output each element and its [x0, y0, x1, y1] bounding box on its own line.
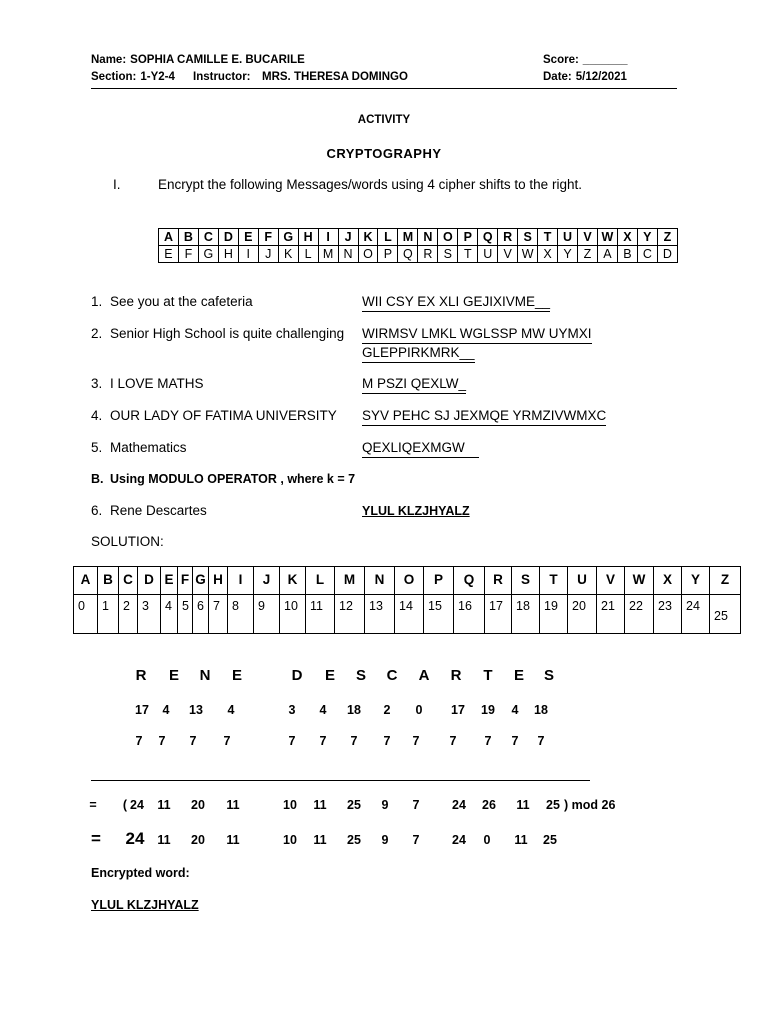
item-number: 2.: [91, 326, 103, 341]
plaintext-letter: E: [231, 667, 243, 684]
cipher-shifted-cell: L: [298, 246, 318, 263]
sum-value: 20: [191, 798, 205, 812]
alphabet-table-body: [74, 567, 741, 634]
key-value: 7: [135, 734, 143, 748]
result-value: 25: [543, 833, 557, 847]
letter-index: 0: [415, 703, 423, 717]
plaintext-letter: A: [418, 667, 430, 684]
student-name: SOPHIA CAMILLE E. BUCARILE: [130, 54, 305, 66]
cipher-shifted-row: [159, 246, 678, 263]
cipher-shifted-cell: K: [278, 246, 298, 263]
key-value: 7: [223, 734, 231, 748]
letter-index: 18: [347, 703, 361, 717]
item-prompt: Rene Descartes: [110, 503, 207, 518]
sum-value: 11: [226, 798, 240, 812]
alphabet-letter-cell: I: [228, 567, 254, 595]
plaintext-letter: N: [199, 667, 211, 684]
item-number: 5.: [91, 440, 103, 455]
score-blank: _______: [582, 54, 628, 66]
cipher-shifted-cell: W: [518, 246, 538, 263]
key-value: 7: [189, 734, 197, 748]
section-value: 1-Y2-4: [140, 71, 175, 83]
key-value: 7: [511, 734, 519, 748]
page-subtitle: CRYPTOGRAPHY: [326, 146, 442, 161]
alphabet-letter-cell: Q: [454, 567, 485, 595]
alphabet-letter-cell: B: [98, 567, 119, 595]
result-value: 25: [347, 833, 361, 847]
cipher-shifted-cell: D: [657, 246, 677, 263]
alphabet-letter-cell: Y: [682, 567, 710, 595]
item-answer: YLUL KLZJHYALZ: [362, 504, 470, 518]
part-two-heading-text: Using MODULO OPERATOR , where k = 7: [110, 472, 356, 486]
result-value: 24: [452, 833, 466, 847]
item-answer: QEXLIQEXMGW: [362, 441, 479, 458]
cipher-plain-cell: D: [218, 229, 238, 246]
plaintext-letter: E: [513, 667, 525, 684]
key-value: 7: [484, 734, 492, 748]
instructor-label: Instructor:: [193, 71, 251, 83]
alphabet-index-cell: 13: [365, 595, 395, 634]
cipher-shifted-cell: A: [597, 246, 617, 263]
alphabet-index-cell: 9: [254, 595, 280, 634]
cipher-plain-cell: X: [617, 229, 637, 246]
key-value: 7: [412, 734, 420, 748]
item-answer: M PSZI QEXLW_: [362, 377, 466, 394]
cipher-shifted-cell: P: [378, 246, 398, 263]
alphabet-index-cell: 2: [119, 595, 138, 634]
cipher-plain-cell: Z: [657, 229, 677, 246]
cipher-shifted-cell: C: [637, 246, 657, 263]
letter-index: 3: [288, 703, 296, 717]
alphabet-letter-cell: F: [178, 567, 193, 595]
result-value: 11: [313, 833, 327, 847]
cipher-plain-cell: C: [198, 229, 218, 246]
plaintext-letter: E: [168, 667, 180, 684]
cipher-plain-cell: U: [558, 229, 578, 246]
alphabet-index-cell: 17: [485, 595, 512, 634]
cipher-shifted-cell: X: [538, 246, 558, 263]
cipher-shifted-cell: B: [617, 246, 637, 263]
item-answer-continued: GLEPPIRKMRK__: [362, 346, 475, 363]
item-number: 3.: [91, 376, 103, 391]
score-line: [543, 55, 628, 67]
result-value: 11: [226, 833, 240, 847]
cipher-plain-cell: W: [597, 229, 617, 246]
alphabet-letter-cell: K: [280, 567, 306, 595]
cipher-plain-cell: Y: [637, 229, 657, 246]
plaintext-letter: D: [291, 667, 303, 684]
result-value: 10: [283, 833, 297, 847]
cipher-plain-cell: F: [258, 229, 278, 246]
key-value: 7: [158, 734, 166, 748]
alphabet-letter-cell: M: [335, 567, 365, 595]
result-value: 7: [412, 833, 420, 847]
alphabet-letter-cell: G: [193, 567, 209, 595]
cipher-shifted-cell: N: [338, 246, 358, 263]
alphabet-index-cell: 23: [654, 595, 682, 634]
alphabet-index-cell: 22: [625, 595, 654, 634]
alphabet-index-cell: 25: [710, 595, 741, 634]
date-line: [543, 72, 627, 84]
sum-value: 11: [313, 798, 327, 812]
alphabet-index-cell: 7: [209, 595, 228, 634]
alphabet-index-cell: 14: [395, 595, 424, 634]
sum-value: 11: [157, 798, 171, 812]
alphabet-index-cell: 1: [98, 595, 119, 634]
alphabet-letter-cell: S: [512, 567, 540, 595]
cipher-plain-cell: A: [159, 229, 179, 246]
score-label: Score:: [543, 54, 579, 66]
result-value: 0: [483, 833, 491, 847]
cipher-shifted-cell: Y: [558, 246, 578, 263]
cipher-shifted-cell: S: [438, 246, 458, 263]
cipher-shifted-cell: Q: [398, 246, 418, 263]
cipher-shifted-cell: I: [238, 246, 258, 263]
cipher-plain-cell: P: [458, 229, 478, 246]
cipher-plain-cell: S: [518, 229, 538, 246]
cipher-plain-cell: R: [498, 229, 518, 246]
alphabet-letter-cell: V: [597, 567, 625, 595]
item-3: [91, 377, 204, 391]
alphabet-letter-cell: L: [306, 567, 335, 595]
key-value: 7: [319, 734, 327, 748]
alphabet-index-cell: 3: [138, 595, 161, 634]
key-value: 7: [288, 734, 296, 748]
alphabet-letter-cell: X: [654, 567, 682, 595]
name-line: [91, 55, 305, 67]
cipher-plain-cell: G: [278, 229, 298, 246]
encrypted-word: YLUL KLZJHYALZ: [91, 898, 199, 912]
cipher-plain-cell: B: [178, 229, 198, 246]
alphabet-letter-row: [74, 567, 741, 595]
cipher-plain-cell: H: [298, 229, 318, 246]
letter-index: 17: [451, 703, 465, 717]
alphabet-letter-cell: D: [138, 567, 161, 595]
item-number: 4.: [91, 408, 103, 423]
letter-index: 19: [481, 703, 495, 717]
cipher-shifted-cell: J: [258, 246, 278, 263]
alphabet-letter-cell: R: [485, 567, 512, 595]
letter-index: 4: [162, 703, 170, 717]
cipher-shifted-cell: M: [318, 246, 338, 263]
item-4: [91, 409, 337, 423]
result-value: 11: [514, 833, 528, 847]
cipher-shifted-cell: G: [198, 246, 218, 263]
alphabet-index-row: [74, 595, 741, 634]
date-value: 5/12/2021: [575, 71, 627, 83]
cipher-plain-cell: Q: [478, 229, 498, 246]
cipher-shifted-cell: H: [218, 246, 238, 263]
plaintext-letter: R: [135, 667, 147, 684]
item-number: 1.: [91, 294, 103, 309]
sum-value: 10: [283, 798, 297, 812]
plaintext-letter: S: [355, 667, 367, 684]
alphabet-index-cell: 21: [597, 595, 625, 634]
item-prompt: Senior High School is quite challenging: [110, 326, 345, 341]
sum-value: 24: [452, 798, 466, 812]
letter-index: 4: [511, 703, 519, 717]
part-one-marker: I.: [113, 177, 121, 192]
computation-divider: [91, 780, 590, 781]
cipher-shifted-cell: O: [358, 246, 378, 263]
sum-equals-sign: =: [89, 798, 97, 812]
part-two-marker: B.: [91, 472, 104, 486]
cipher-plain-row: [159, 229, 678, 246]
instructor-name: MRS. THERESA DOMINGO: [262, 71, 408, 83]
alphabet-index-cell: 8: [228, 595, 254, 634]
plaintext-letter: T: [483, 667, 493, 684]
sum-open-paren: (: [122, 798, 128, 812]
cipher-table: [158, 228, 678, 263]
alphabet-letter-cell: T: [540, 567, 568, 595]
sum-value: 7: [412, 798, 420, 812]
sum-value: 25: [546, 798, 560, 812]
sum-mod-suffix: ) mod 26: [564, 798, 616, 812]
alphabet-letter-cell: U: [568, 567, 597, 595]
encrypted-word-label: Encrypted word:: [91, 866, 190, 880]
key-value: 7: [383, 734, 391, 748]
item-2: [91, 327, 344, 341]
cipher-plain-cell: V: [578, 229, 598, 246]
item-6: [91, 504, 207, 518]
page-title: ACTIVITY: [357, 114, 411, 126]
alphabet-index-cell: 18: [512, 595, 540, 634]
item-answer: WII CSY EX XLI GEJIXIVME__: [362, 295, 550, 312]
item-number: 6.: [91, 503, 103, 518]
alphabet-letter-cell: N: [365, 567, 395, 595]
letter-index: 4: [227, 703, 235, 717]
alphabet-table: [73, 566, 741, 634]
alphabet-letter-cell: J: [254, 567, 280, 595]
result-value: 20: [191, 833, 205, 847]
alphabet-index-cell: 19: [540, 595, 568, 634]
header-rule: [91, 88, 677, 89]
alphabet-letter-cell: H: [209, 567, 228, 595]
item-answer: SYV PEHC SJ JEXMQE YRMZIVWMXC: [362, 409, 606, 426]
result-value: 24: [125, 829, 145, 848]
cipher-plain-cell: E: [238, 229, 258, 246]
plaintext-letter: E: [324, 667, 336, 684]
alphabet-index-cell: 0: [74, 595, 98, 634]
plaintext-letter: R: [450, 667, 462, 684]
part-two-heading: [91, 473, 355, 486]
alphabet-index-cell: 12: [335, 595, 365, 634]
item-1: [91, 295, 253, 309]
alphabet-index-cell: 4: [161, 595, 178, 634]
cipher-shifted-cell: U: [478, 246, 498, 263]
sum-value: 26: [482, 798, 496, 812]
alphabet-letter-cell: A: [74, 567, 98, 595]
cipher-plain-cell: M: [398, 229, 418, 246]
alphabet-letter-cell: O: [395, 567, 424, 595]
sum-value: 25: [347, 798, 361, 812]
cipher-shifted-cell: V: [498, 246, 518, 263]
item-prompt: I LOVE MATHS: [110, 376, 204, 391]
letter-index: 4: [319, 703, 327, 717]
plaintext-letter: S: [543, 667, 555, 684]
cipher-plain-cell: L: [378, 229, 398, 246]
name-label: Name:: [91, 54, 127, 66]
alphabet-index-cell: 15: [424, 595, 454, 634]
result-value: 9: [381, 833, 389, 847]
alphabet-letter-cell: E: [161, 567, 178, 595]
result-value: 11: [157, 833, 171, 847]
sum-value: 9: [381, 798, 389, 812]
cipher-plain-cell: T: [538, 229, 558, 246]
alphabet-index-cell: 24: [682, 595, 710, 634]
cipher-plain-cell: J: [338, 229, 358, 246]
letter-index: 18: [534, 703, 548, 717]
letter-index: 17: [135, 703, 149, 717]
sum-value: 11: [516, 798, 530, 812]
alphabet-letter-cell: C: [119, 567, 138, 595]
item-answer: WIRMSV LMKL WGLSSP MW UYMXI: [362, 327, 592, 344]
key-value: 7: [350, 734, 358, 748]
letter-index: 13: [189, 703, 203, 717]
item-prompt: See you at the cafeteria: [110, 294, 253, 309]
alphabet-index-cell: 20: [568, 595, 597, 634]
alphabet-letter-cell: P: [424, 567, 454, 595]
item-5: [91, 441, 187, 455]
cipher-shifted-cell: E: [159, 246, 179, 263]
key-value: 7: [449, 734, 457, 748]
cipher-plain-cell: O: [438, 229, 458, 246]
alphabet-letter-cell: Z: [710, 567, 741, 595]
alphabet-index-cell: 16: [454, 595, 485, 634]
sum-value: 24: [130, 798, 144, 812]
cipher-table-body: [159, 229, 678, 263]
alphabet-index-cell: 6: [193, 595, 209, 634]
cipher-plain-cell: K: [358, 229, 378, 246]
item-prompt: Mathematics: [110, 440, 187, 455]
item-prompt: OUR LADY OF FATIMA UNIVERSITY: [110, 408, 337, 423]
alphabet-index-cell: 11: [306, 595, 335, 634]
cipher-shifted-cell: F: [178, 246, 198, 263]
date-label: Date:: [543, 71, 572, 83]
alphabet-index-cell: 10: [280, 595, 306, 634]
key-value: 7: [537, 734, 545, 748]
result-equals-sign: =: [91, 829, 101, 848]
letter-index: 2: [383, 703, 391, 717]
part-one-instruction: Encrypt the following Messages/words using 4 cipher shifts to the right.: [158, 177, 582, 192]
cipher-shifted-cell: R: [418, 246, 438, 263]
cipher-plain-cell: I: [318, 229, 338, 246]
section-line: [91, 72, 175, 84]
cipher-shifted-cell: T: [458, 246, 478, 263]
alphabet-index-cell: 5: [178, 595, 193, 634]
solution-label: SOLUTION:: [91, 534, 164, 549]
cipher-shifted-cell: Z: [578, 246, 598, 263]
cipher-plain-cell: N: [418, 229, 438, 246]
section-label: Section:: [91, 71, 137, 83]
plaintext-letter: C: [386, 667, 398, 684]
alphabet-letter-cell: W: [625, 567, 654, 595]
